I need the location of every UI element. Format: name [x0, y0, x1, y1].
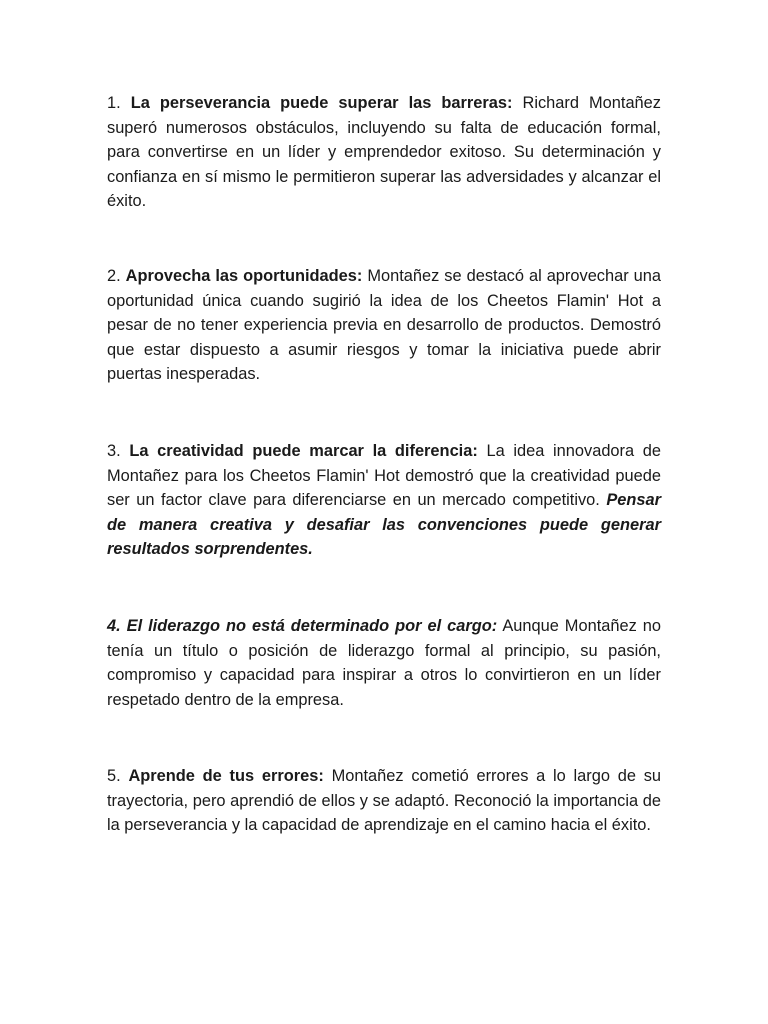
lesson-body: La idea innovadora de Montañez para los Cheetos Flamin' Hot demostró que la creatividad puede ser un factor clave para diferenciarse en un mercado competitivo.	[107, 442, 662, 509]
lesson-heading: 4. El liderazgo no está determinado por el cargo:	[107, 617, 498, 635]
lesson-body: Montañez cometió errores a lo largo de su trayectoria, pero aprendió de ellos y se adaptó. Reconoció la importancia de la perseverancia y la capacidad de aprendizaje en el camino hacia el éxito.	[107, 767, 662, 834]
lesson-paragraph-2	[107, 264, 661, 387]
lesson-paragraph-1	[107, 91, 661, 214]
lesson-body: Montañez se destacó al aprovechar una oportunidad única cuando sugirió la idea de los Cheetos Flamin' Hot a pesar de no tener experiencia previa en desarrollo de productos. Demostró que estar dispuesto a asumir riesgos y tomar la iniciativa puede abrir puertas inesperadas.	[107, 267, 662, 383]
lesson-heading: Aprende de tus errores:	[128, 767, 324, 785]
lesson-number: 5.	[107, 767, 121, 785]
lesson-paragraph-4	[107, 614, 661, 712]
lesson-body: Aunque Montañez no tenía un título o posición de liderazgo formal al principio, su pasión, compromiso y capacidad para inspirar a otros lo convirtieron en un líder respetado dentro de la empresa.	[107, 617, 661, 709]
lesson-heading: Aprovecha las oportunidades:	[125, 267, 363, 285]
lesson-heading: La creatividad puede marcar la diferencia:	[129, 442, 478, 460]
lesson-heading: La perseverancia puede superar las barreras:	[130, 94, 513, 112]
lesson-number: 1.	[107, 94, 121, 112]
lesson-paragraph-3	[107, 439, 661, 562]
lesson-emphasis: Pensar de manera creativa y desafiar las convenciones puede generar resultados sorprendentes.	[107, 491, 661, 558]
lesson-number: 2.	[107, 267, 121, 285]
lesson-number: 3.	[107, 442, 121, 460]
lesson-body: Richard Montañez superó numerosos obstáculos, incluyendo su falta de educación formal, para convertirse en un líder y emprendedor exitoso. Su determinación y confianza en sí mismo le permitieron superar las adversidades y alcanzar el éxito.	[107, 94, 661, 210]
lesson-paragraph-5	[107, 764, 661, 838]
